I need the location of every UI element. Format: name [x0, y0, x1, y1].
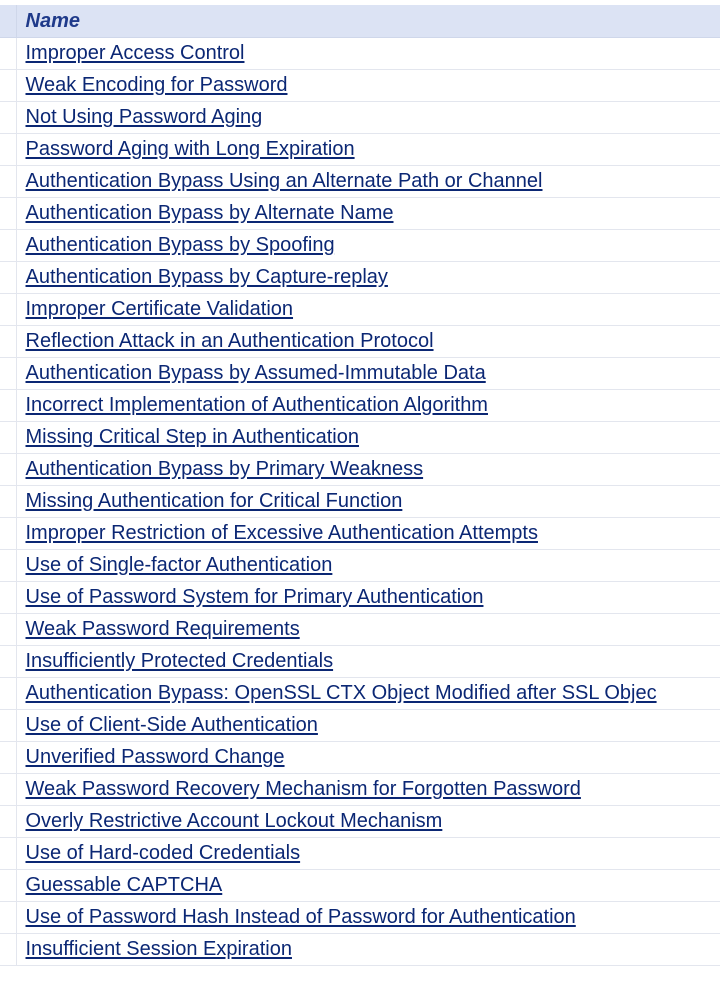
table-row	[0, 710, 720, 742]
name-cell	[16, 934, 720, 966]
name-cell	[16, 326, 720, 358]
weakness-table-container	[0, 5, 720, 966]
weakness-name-link[interactable]: Password Aging with Long Expiration	[25, 138, 355, 160]
name-cell	[16, 102, 720, 134]
weakness-name-link[interactable]: Insufficient Session Expiration	[25, 938, 292, 960]
weakness-name-link[interactable]: Improper Certificate Validation	[25, 298, 294, 320]
weakness-name-link[interactable]: Missing Authentication for Critical Function	[25, 490, 403, 512]
row-gutter	[0, 678, 16, 710]
table-row	[0, 550, 720, 582]
name-cell	[16, 422, 720, 454]
row-gutter	[0, 454, 16, 486]
row-gutter	[0, 486, 16, 518]
table-row	[0, 454, 720, 486]
table-row	[0, 134, 720, 166]
row-gutter	[0, 518, 16, 550]
row-gutter	[0, 230, 16, 262]
weakness-name-link[interactable]: Insufficiently Protected Credentials	[25, 650, 334, 672]
row-gutter	[0, 70, 16, 102]
row-gutter	[0, 806, 16, 838]
table-row	[0, 902, 720, 934]
table-row	[0, 166, 720, 198]
name-cell	[16, 582, 720, 614]
table-row	[0, 358, 720, 390]
name-cell	[16, 294, 720, 326]
name-cell	[16, 390, 720, 422]
name-cell	[16, 742, 720, 774]
name-cell	[16, 614, 720, 646]
name-cell	[16, 806, 720, 838]
table-row	[0, 262, 720, 294]
table-row	[0, 390, 720, 422]
weakness-name-link[interactable]: Use of Password System for Primary Authentication	[25, 586, 484, 608]
table-row	[0, 102, 720, 134]
weakness-name-link[interactable]: Authentication Bypass by Alternate Name	[25, 202, 394, 224]
name-cell	[16, 262, 720, 294]
name-cell	[16, 166, 720, 198]
table-row	[0, 518, 720, 550]
row-gutter	[0, 390, 16, 422]
table-row	[0, 742, 720, 774]
table-row	[0, 582, 720, 614]
name-cell	[16, 902, 720, 934]
weakness-name-link[interactable]: Authentication Bypass by Primary Weakness	[25, 458, 424, 480]
name-cell	[16, 870, 720, 902]
name-cell	[16, 646, 720, 678]
weakness-name-link[interactable]: Missing Critical Step in Authentication	[25, 426, 359, 448]
table-row	[0, 70, 720, 102]
weakness-name-link[interactable]: Overly Restrictive Account Lockout Mechanism	[25, 810, 443, 832]
row-gutter	[0, 358, 16, 390]
row-gutter	[0, 134, 16, 166]
name-cell	[16, 774, 720, 806]
name-cell	[16, 710, 720, 742]
table-row	[0, 294, 720, 326]
row-gutter	[0, 198, 16, 230]
weakness-name-link[interactable]: Unverified Password Change	[25, 746, 285, 768]
weakness-name-link[interactable]: Guessable CAPTCHA	[25, 874, 223, 896]
weakness-name-link[interactable]: Incorrect Implementation of Authentication Algorithm	[25, 394, 488, 416]
row-gutter	[0, 774, 16, 806]
table-row	[0, 870, 720, 902]
table-row	[0, 198, 720, 230]
weakness-name-link[interactable]: Improper Access Control	[25, 42, 245, 64]
weakness-name-link[interactable]: Weak Encoding for Password	[25, 74, 288, 96]
weakness-name-link[interactable]: Use of Single-factor Authentication	[25, 554, 333, 576]
table-body	[0, 38, 720, 966]
row-gutter	[0, 614, 16, 646]
row-gutter	[0, 422, 16, 454]
name-cell	[16, 134, 720, 166]
name-cell	[16, 486, 720, 518]
name-cell	[16, 678, 720, 710]
weakness-name-link[interactable]: Weak Password Requirements	[25, 618, 300, 640]
row-gutter	[0, 550, 16, 582]
row-gutter	[0, 710, 16, 742]
row-gutter	[0, 582, 16, 614]
name-cell	[16, 358, 720, 390]
weakness-name-link[interactable]: Improper Restriction of Excessive Authentication Attempts	[25, 522, 538, 544]
weakness-name-link[interactable]: Authentication Bypass by Assumed-Immutable Data	[25, 362, 486, 384]
table-row	[0, 678, 720, 710]
table-row	[0, 422, 720, 454]
weakness-name-link[interactable]: Use of Client-Side Authentication	[25, 714, 318, 736]
name-cell	[16, 518, 720, 550]
table-row	[0, 230, 720, 262]
name-cell	[16, 838, 720, 870]
table-row	[0, 486, 720, 518]
table-row	[0, 934, 720, 966]
row-gutter	[0, 838, 16, 870]
weakness-name-link[interactable]: Use of Hard-coded Credentials	[25, 842, 301, 864]
table-row	[0, 838, 720, 870]
table-row	[0, 646, 720, 678]
weakness-name-link[interactable]: Reflection Attack in an Authentication Protocol	[25, 330, 434, 352]
name-cell	[16, 38, 720, 70]
row-gutter	[0, 326, 16, 358]
row-gutter-header	[0, 5, 16, 38]
name-cell	[16, 198, 720, 230]
name-cell	[16, 454, 720, 486]
row-gutter	[0, 934, 16, 966]
weakness-name-link[interactable]: Authentication Bypass Using an Alternate Path or Channel	[25, 170, 543, 192]
name-cell	[16, 230, 720, 262]
weakness-name-link[interactable]: Authentication Bypass by Spoofing	[25, 234, 335, 256]
row-gutter	[0, 646, 16, 678]
column-header-label: Name	[25, 9, 80, 32]
row-gutter	[0, 166, 16, 198]
row-gutter	[0, 870, 16, 902]
table-row	[0, 806, 720, 838]
weakness-name-link[interactable]: Authentication Bypass by Capture-replay	[25, 266, 388, 288]
column-header-name[interactable]	[16, 5, 720, 38]
row-gutter	[0, 294, 16, 326]
row-gutter	[0, 38, 16, 70]
name-cell	[16, 550, 720, 582]
row-gutter	[0, 102, 16, 134]
row-gutter	[0, 902, 16, 934]
row-gutter	[0, 262, 16, 294]
row-gutter	[0, 742, 16, 774]
weakness-name-link[interactable]: Authentication Bypass: OpenSSL CTX Object Modified after SSL Objec	[25, 682, 657, 704]
table-row	[0, 774, 720, 806]
weakness-table	[0, 5, 720, 966]
weakness-name-link[interactable]: Weak Password Recovery Mechanism for Forgotten Password	[25, 778, 581, 800]
weakness-name-link[interactable]: Use of Password Hash Instead of Password for Authentication	[25, 906, 576, 928]
table-row	[0, 38, 720, 70]
table-row	[0, 614, 720, 646]
table-row	[0, 326, 720, 358]
name-cell	[16, 70, 720, 102]
weakness-name-link[interactable]: Not Using Password Aging	[25, 106, 263, 128]
table-header-row	[0, 5, 720, 38]
